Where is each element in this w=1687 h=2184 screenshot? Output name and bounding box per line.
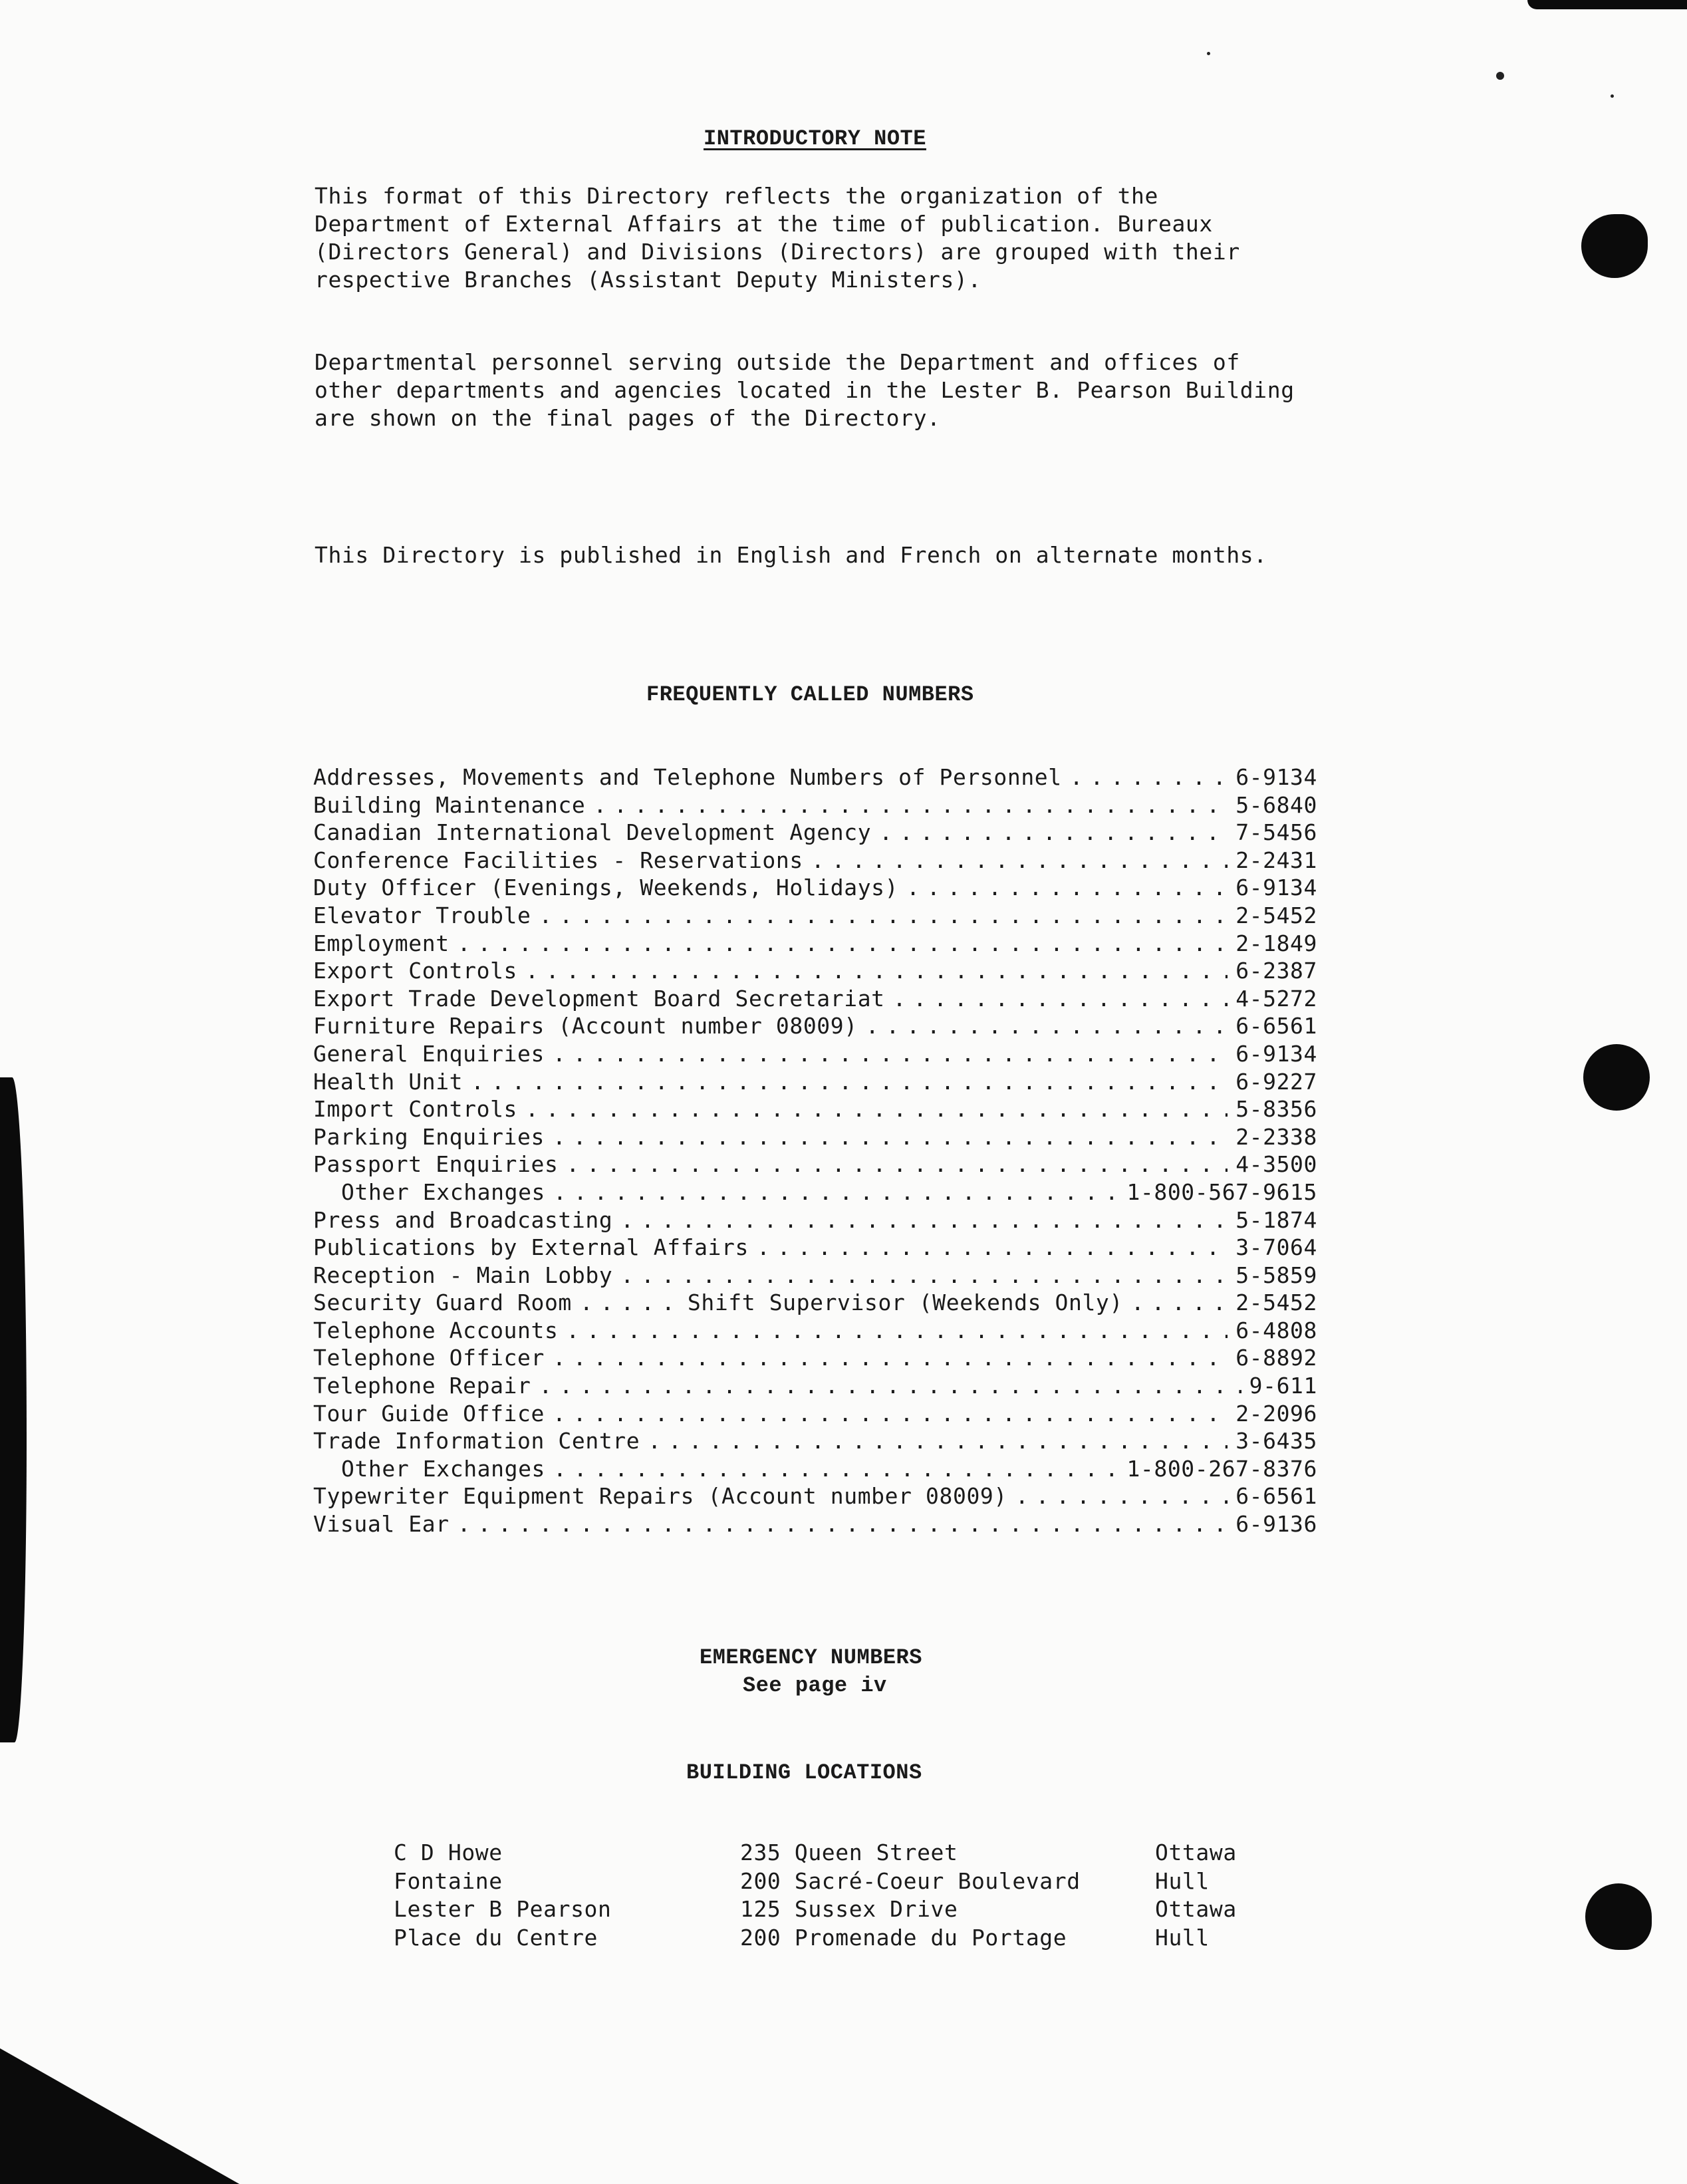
dot-leader [457,930,1228,958]
scan-edge-shadow-top [1527,0,1687,9]
entry-label: Tour Guide Office [313,1400,545,1427]
entry-number: 6-9134 [1235,764,1317,790]
directory-entry [313,1400,1317,1428]
entry-number: 2-2096 [1235,1400,1317,1427]
intro-heading: INTRODUCTORY NOTE [704,126,926,151]
directory-entry [313,791,1317,819]
entry-label: Canadian International Development Agency [313,819,872,846]
entry-label: Elevator Trouble [313,902,531,928]
emergency-heading: EMERGENCY NUMBERS [700,1645,922,1670]
entry-number: 2-5452 [1235,902,1317,928]
dot-leader [893,985,1228,1013]
location-address: 235 Queen Street [740,1840,958,1865]
directory-entry [313,1206,1317,1234]
dot-leader [1070,763,1228,791]
entry-number: 2-5452 [1235,1290,1317,1316]
entry-number: 6-9134 [1235,875,1317,901]
directory-entry [313,1289,1317,1317]
entry-number: 2-2431 [1235,847,1317,873]
location-city: Ottawa [1155,1840,1237,1865]
entry-label: Health Unit [313,1068,463,1095]
directory-entry [313,902,1317,930]
entry-label: Other Exchanges [341,1178,546,1205]
dot-leader [539,902,1228,930]
dot-leader [566,1151,1228,1178]
entry-number: 6-9134 [1235,1040,1317,1067]
dot-leader [593,791,1228,819]
location-name: C D Howe [394,1840,503,1865]
entry-number: 5-5859 [1235,1262,1317,1288]
directory-entry [313,1344,1317,1372]
entry-label: Telephone Accounts [313,1317,559,1343]
entry-label: Press and Broadcasting [313,1206,613,1233]
intro-paragraph: This Directory is published in English and French on alternate months. [315,542,1267,568]
punch-hole-top [1581,214,1648,278]
dot-leader [553,1344,1228,1372]
directory-entry [313,1482,1317,1510]
location-address: 200 Sacré-Coeur Boulevard [740,1867,1081,1894]
entry-number: 5-6840 [1235,791,1317,818]
entry-label: Typewriter Equipment Repairs (Account number 08009) [313,1483,1007,1510]
location-name: Place du Centre [394,1924,598,1951]
entry-label: Conference Facilities - Reservations [313,847,803,873]
location-city: Ottawa [1155,1896,1237,1922]
dot-leader [525,957,1228,985]
punch-hole-bottom [1585,1883,1652,1950]
dot-leader [620,1262,1228,1290]
location-city: Hull [1155,1867,1210,1894]
entry-label: Reception - Main Lobby [313,1262,613,1288]
entry-number: 6-6561 [1235,1483,1317,1510]
entry-label: Export Controls [313,958,518,984]
entry-label: Building Maintenance [313,791,586,818]
frequent-numbers-list [313,763,1317,1538]
entry-number: 6-6561 [1235,1013,1317,1039]
dot-leader [471,1068,1228,1096]
entry-number: 6-2387 [1235,958,1317,984]
directory-entry [313,1317,1317,1345]
entry-number: 5-1874 [1235,1206,1317,1233]
directory-entry [313,1427,1317,1455]
entry-number: 7-5456 [1235,819,1317,846]
location-name: Fontaine [394,1867,503,1894]
directory-entry [313,985,1317,1013]
entry-number: 6-8892 [1235,1345,1317,1371]
scan-edge-shadow-left [0,1077,27,1742]
dot-leader [1015,1482,1228,1510]
dot-leader [539,1372,1241,1400]
locations-heading: BUILDING LOCATIONS [686,1760,922,1785]
entry-number: 6-9136 [1235,1511,1317,1538]
dot-leader [566,1317,1228,1345]
location-address: 125 Sussex Drive [740,1896,958,1922]
directory-entry [313,1151,1317,1178]
entry-label: Telephone Repair [313,1373,531,1399]
dot-leader [620,1206,1228,1234]
dot-leader [811,847,1228,875]
directory-entry [313,957,1317,985]
entry-label: Telephone Officer [313,1345,545,1371]
locations-name-column [394,1839,611,1952]
entry-label: Visual Ear [313,1511,450,1538]
entry-number: 9-611 [1249,1373,1317,1399]
entry-label: Duty Officer (Evenings, Weekends, Holidays) [313,875,899,901]
directory-entry [313,1455,1317,1483]
dot-leader [580,1289,680,1317]
dot-leader [1131,1289,1228,1317]
entry-label: Employment [313,930,450,956]
entry-label: General Enquiries [313,1040,545,1067]
entry-number: 5-8356 [1235,1096,1317,1123]
directory-entry [313,819,1317,847]
entry-number: 6-4808 [1235,1317,1317,1343]
intro-paragraph: This format of this Directory reflects the organization of the Department of External Affairs at the time of publication. Bureaux (Directors General) and Divisions (Directors) are grouped with their respective Branches (Assistant Deputy Ministers). [315,183,1240,293]
scan-speck [1496,72,1504,80]
dot-leader [553,1178,1118,1206]
dot-leader [906,874,1228,902]
entry-label: Export Trade Development Board Secretariat [313,985,885,1012]
entry-number: 4-3500 [1235,1151,1317,1178]
dot-leader [866,1012,1228,1040]
entry-label: Passport Enquiries [313,1151,559,1178]
dot-leader [879,819,1228,847]
dot-leader [457,1510,1228,1538]
entry-label: Publications by External Affairs [313,1234,749,1261]
entry-label: Security Guard Room [313,1290,572,1316]
entry-number: 2-1849 [1235,930,1317,956]
directory-entry [313,1178,1317,1206]
entry-label: Furniture Repairs (Account number 08009) [313,1013,858,1039]
dot-leader [757,1234,1228,1262]
entry-number: 4-5272 [1235,985,1317,1012]
entry-label: Parking Enquiries [313,1123,545,1150]
dot-leader [553,1455,1118,1483]
scan-speck [1611,94,1614,98]
directory-entry [313,874,1317,902]
entry-number: 2-2338 [1235,1123,1317,1150]
directory-entry [313,1068,1317,1096]
entry-label: Trade Information Centre [313,1428,640,1454]
entry-number: 1-800-267-8376 [1126,1455,1317,1482]
directory-entry [313,847,1317,875]
directory-entry [313,1095,1317,1123]
directory-entry [313,1012,1317,1040]
entry-number: 3-7064 [1235,1234,1317,1261]
dot-leader [525,1095,1228,1123]
entry-label: Addresses, Movements and Telephone Numbers of Personnel [313,764,1062,790]
locations-address-column [740,1839,1081,1952]
directory-entry [313,1372,1317,1400]
directory-entry [313,1040,1317,1068]
location-city: Hull [1155,1924,1210,1951]
entry-number: 6-9227 [1235,1068,1317,1095]
dot-leader [553,1123,1228,1151]
intro-paragraph: Departmental personnel serving outside the Department and offices of other departments and agencies located in the Lester B. Pearson Building are shown on the final pages of the Directory. [315,349,1295,431]
entry-label: Other Exchanges [341,1455,546,1482]
locations-city-column [1155,1839,1237,1952]
scan-speck [1207,52,1210,55]
dot-leader [553,1400,1228,1428]
directory-entry [313,930,1317,958]
entry-number: 1-800-567-9615 [1126,1178,1317,1205]
directory-entry [313,1262,1317,1290]
directory-entry [313,1123,1317,1151]
scan-edge-shadow-bottom [0,2048,239,2184]
frequent-heading: FREQUENTLY CALLED NUMBERS [646,682,974,707]
punch-hole-middle [1583,1044,1650,1111]
dot-leader [648,1427,1228,1455]
entry-number: 3-6435 [1235,1428,1317,1454]
location-name: Lester B Pearson [394,1896,612,1922]
directory-entry [313,1510,1317,1538]
location-address: 200 Promenade du Portage [740,1924,1067,1951]
directory-entry [313,1234,1317,1262]
directory-entry [313,763,1317,791]
entry-label: Import Controls [313,1096,518,1123]
dot-leader [553,1040,1228,1068]
entry-note: Shift Supervisor (Weekends Only) [687,1290,1123,1316]
emergency-subheading: See page iv [743,1673,887,1698]
